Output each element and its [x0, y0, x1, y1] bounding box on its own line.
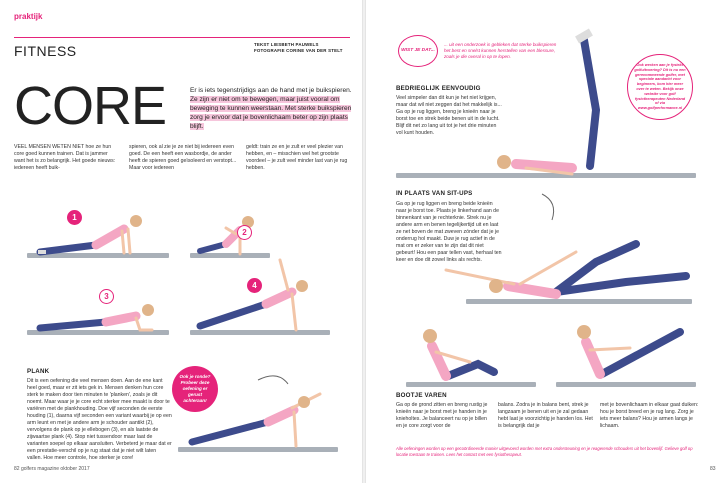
golf-tip-bubble: Ook werken aan je fysieke golfuitvoering? Dit is nu een gerenommeerde golfer, met speciale aandacht voor beginners, kom hier meer over te weten. Bekijk onze website voor golf fysiotherapeuten Nederland of via www.golfperformance.nl	[627, 54, 693, 120]
step-number-2: 2	[237, 225, 252, 240]
intro-text	[190, 86, 352, 131]
step-number-4: 4	[247, 278, 262, 293]
person-side-plank	[196, 256, 324, 334]
credit-text: TEKST LIESBETH PAUWELS	[254, 42, 319, 47]
footer-left: 82 golfers magazine oktober 2017	[14, 466, 90, 472]
section-heading-1: BEDRIEGLIJK EENVOUDIG	[396, 85, 481, 92]
person-forearm-plank	[36, 298, 160, 334]
person-boat-extended	[570, 318, 696, 384]
section-text-3a: Ga op de grond zitten en breng rustig je knieën naar je borst met je handen in je knieholtes. Je balanceert nu op je billen en je core zorgt voor de	[396, 402, 488, 429]
plank-heading: PLANK	[27, 368, 50, 375]
section-label: praktijk	[14, 12, 43, 21]
wist-je-dat-text: ... uit een onderzoek is gebleken dat sterke buikspieren het best en snelst kunnen herstellen van een blessure, zoals je die overal in op te lopen.	[444, 42, 557, 59]
section-heading-2: IN PLAATS VAN SIT-UPS	[396, 190, 473, 197]
credits	[254, 42, 343, 54]
footer-right: 83	[710, 466, 716, 472]
side-plank-tip-bubble: Ook je ronde? Probeer deze oefening er gerust achteraan!	[172, 366, 218, 412]
step-number-1: 1	[67, 210, 82, 225]
category-title: FITNESS	[14, 43, 77, 59]
right-page	[366, 0, 728, 483]
left-page	[0, 0, 362, 483]
person-plank-high	[36, 207, 156, 257]
person-shoulder-tap	[196, 208, 268, 256]
body-col-2: spieren, ook al zie je ze niet bij iedereen even goed. De een heeft een wasbordje, de ander heeft de spieren goed geïsoleerd en verstopt... Maar voor iedereen	[129, 144, 237, 171]
plank-text-a: Dit is een oefening die veel mensen doen. Aan de ene kant heel goed, maar er zit iets gek in. Mensen denken hun core sterk te maken door tien minuten te 'planken', zoals je dit noemt. Maar waar je je core echt sterker mee maakt is door te variëren met de plankhouding.	[27, 378, 170, 412]
body-col-3: geldt: train ze en je zult er veel plezier van hebben, en – misschien wel het grootste voordeel – je zult veel minder last van je rug hebben.	[246, 144, 348, 171]
credit-photo: FOTOGRAFIE CORINE VAN DER STELT	[254, 48, 343, 53]
person-legs-up	[476, 30, 706, 176]
page-title: CORE	[14, 76, 167, 136]
wist-je-dat-bubble: WIST JE DAT...	[398, 35, 438, 67]
body-col-1: VEEL MENSEN WETEN NIET hoe ze hun core goed kunnen trainen. Dat is jammer want het is zo belangrijk. Het goede nieuws: iedereen heeft buik-	[14, 144, 116, 171]
footnote: Alle oefeningen worden op een gecoördineerde manier uitgevoerd worden met extra ondersteuning en je reagerende schouders uit het bovenlijf. Gelieve golf op locatie toestaan te trainen. Lees het contact met een fysiotherapeut.	[396, 446, 693, 457]
intro-plain: Er is iets tegenstrijdigs aan de hand met je buikspieren.	[190, 87, 352, 94]
section-text-3b: balans. Zodra je in balans bent, strek je langzaam je benen uit en je zal gedaan hebt laat je voorzichtig je handen los. Het is belangrijk dat je	[498, 402, 593, 429]
person-side-plank-variation	[188, 370, 338, 450]
category-rule	[14, 37, 350, 38]
plank-text	[27, 378, 172, 462]
section-text-1: Veel simpeler dan dit kun je het niet krijgen, maar dat wil niet zeggen dat het makkelijk is... Ga op je rug liggen, breng je knieën naar je borst toe en strek beide benen uit in de lucht. Blijf dit net zo lang uit tot je het drie minuten vol kunt houden.	[396, 95, 502, 136]
step-number-3: 3	[99, 289, 114, 304]
section-heading-3: BOOTJE VAREN	[396, 392, 447, 399]
section-text-3c: met je bovenlichaam in elkaar gaat duiken: hou je borst breed en je rug lang. Zorg je iets meer balans? Hou je armen langs je lichaam.	[600, 402, 699, 429]
person-dead-bug	[436, 212, 698, 304]
intro-highlight: Ze zijn er niet om te bewegen, maar juist vooral om beweging te kunnen weerstaan. Met sterke buikspieren zorg je ervoor dat je bovenlichaam beter op zijn plaats blijft.	[190, 96, 352, 130]
person-boat-tuck	[416, 322, 526, 386]
plank-text-b: Doe vijf seconden de eerste houding (1), daarna vijf seconden een variant waarbij je op een arm leunt en met je andere arm je schouder aantikt (2), vervolgens de plank op je ellebogen (3), en als laatste de zijwaartse plank (4). Stop niet tussendoor maar laat de varianten soepel op elkaar aansluiten. Verbeterd je maar dat er een prestatie-verschil op je rug staat dat je niet wilt laten vallen. Hoe meer controle, hoe sterker je core!	[27, 406, 172, 461]
section-text-2: Ga op je rug liggen en breng beide knieën naar je borst toe. Plaats je linkerhand aan de binnenkant van je rechterknie. Strek nu je andere arm en benen tegelijkertijd uit en laat ze net boven de mat zweven zónder dat je je onderrug hol maakt. Duw je rug actief in de mat om er zeker van te zijn dat dit niet gebeurt! Hou een paar tellen vast, herhaal ten keer en doe dit zowel links als rechts.	[396, 201, 502, 263]
